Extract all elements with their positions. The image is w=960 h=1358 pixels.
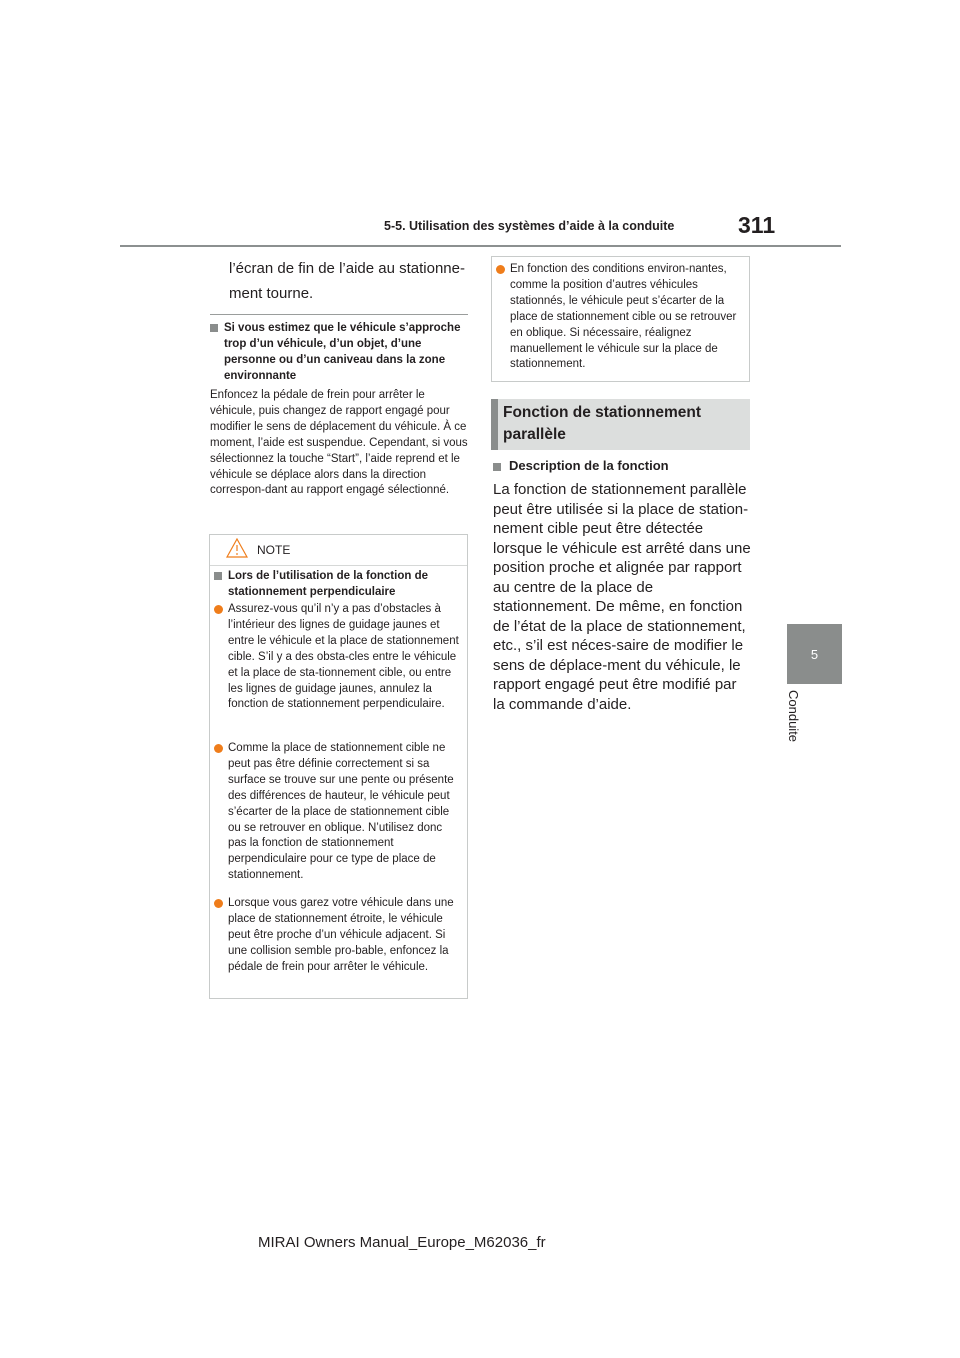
- orange-dot-icon: [214, 605, 223, 614]
- info-bullet-text: En fonction des conditions environ-nantes, comme la position d’autres véhicules stationnés, le véhicule peut s’écarter de la place de stationnement cible ou se retrouver en oblique. Si nécessaire, réalignez manuellement le véhicule sur la place de stationnement.: [510, 263, 737, 371]
- description-heading: [493, 458, 669, 473]
- note-bullet: [214, 896, 462, 976]
- note-heading-text: Lors de l’utilisation de la fonction de stationnement perpendiculaire: [228, 570, 428, 598]
- continued-paragraph: l’écran de fin de l’aide au stationne-ment tourne.: [229, 260, 465, 302]
- chapter-tab-label: Conduite: [786, 690, 801, 743]
- orange-dot-icon: [496, 265, 505, 274]
- note-header: [210, 535, 467, 566]
- note-heading: [214, 568, 462, 600]
- subsection-body: Enfoncez la pédale de frein pour arrêter le véhicule, puis changez de rapport engagé pour modifier le sens de déplacement du véhicule. À ce moment, l’aide est suspendue. Cependant, si vous sélectionnez la touche “Start”, l’aide reprend et le véhicule se déplace alors dans la direction correspon-dant au rapport engagé sélectionné.: [210, 389, 468, 497]
- header-divider: [120, 245, 841, 247]
- note-bullet-text: Comme la place de stationnement cible ne peut pas être définie correctement si sa surface se trouve sur une pente ou présente des différences de hauteur, le véhicule peut s’écarter de la place de stationnement cible ou se retrouver en oblique. N’utilisez donc pas la fonction de stationnement perpendiculaire pour ce type de place de stationnement.: [228, 742, 454, 882]
- section-title-accent: [491, 399, 498, 450]
- chapter-tab-number: 5: [787, 624, 842, 684]
- note-bullet: [214, 602, 462, 713]
- note-title: NOTE: [257, 543, 291, 557]
- note-bullet: [214, 741, 462, 884]
- subsection-heading: [210, 320, 468, 384]
- footer-doc-id: MIRAI Owners Manual_Europe_M62036_fr: [258, 1234, 546, 1251]
- subsection-heading-text: Si vous estimez que le véhicule s’approche trop d’un véhicule, d’un objet, d’une personne ou d’un caniveau dans la zone environnante: [224, 322, 461, 382]
- orange-dot-icon: [214, 899, 223, 908]
- section-title: Fonction de stationnement parallèle: [503, 404, 702, 443]
- square-bullet-icon: [493, 463, 501, 471]
- square-bullet-icon: [210, 324, 218, 332]
- divider: [210, 314, 468, 315]
- description-body: La fonction de stationnement parallèle peut être utilisée si la place de station-nement cible peut être détectée lorsque le véhicule est arrêté dans une position proche et alignée par rapport au centre de la place de stationnement. De même, en fonction de l’état de la place de stationnement, etc., s’il est néces-saire de modifier le sens de déplace-ment du véhicule, le rapport engagé peut être modifié par la commande d’aide.: [493, 481, 751, 713]
- page-number: 311: [738, 212, 776, 238]
- description-heading-text: Description de la fonction: [509, 458, 669, 473]
- square-bullet-icon: [214, 572, 222, 580]
- note-bullet-text: Assurez-vous qu’il n’y a pas d’obstacles à l’intérieur des lignes de guidage jaunes et entre le véhicule et la place de stationnement cible. S’il y a des obsta-cles entre le véhicule et la place de sta-tionnement cible, ou entre les lignes de guidage jaunes, annulez la fonction de stationnement perpendiculaire.: [228, 603, 459, 711]
- info-bullet: [496, 262, 744, 373]
- section-breadcrumb: 5-5. Utilisation des systèmes d’aide à la conduite: [384, 219, 675, 233]
- note-bullet-text: Lorsque vous garez votre véhicule dans une place de stationnement étroite, le véhicule peut être proche d’un véhicule adjacent. Si une collision semble pro-bable, enfoncez la pédale de frein pour arrêter le véhicule.: [228, 897, 454, 973]
- orange-dot-icon: [214, 744, 223, 753]
- warning-triangle-icon: [226, 538, 248, 563]
